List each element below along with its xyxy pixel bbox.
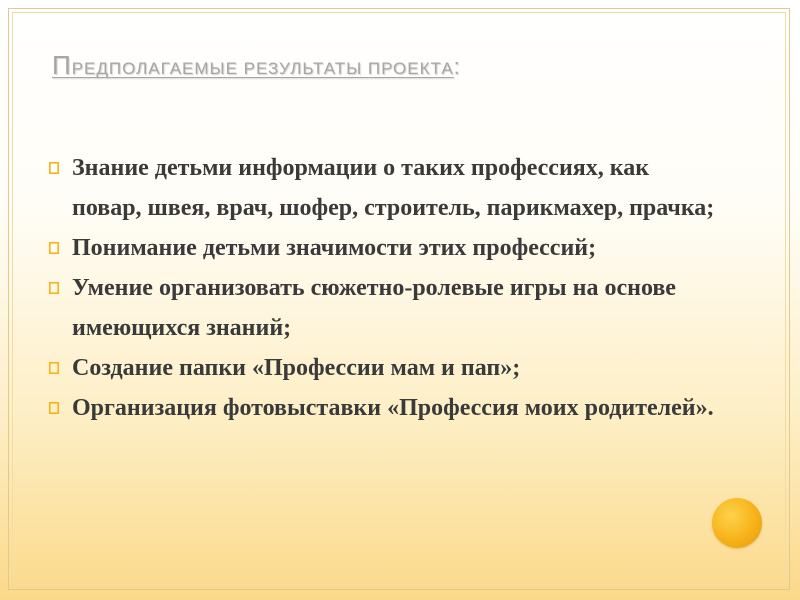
outlined-square-bullet-icon bbox=[44, 268, 64, 308]
bullet-item bbox=[44, 388, 724, 428]
bullet-list bbox=[44, 148, 724, 428]
slide-title-colon: : bbox=[453, 54, 461, 79]
bullet-item bbox=[44, 268, 724, 348]
bullet-text: Организация фотовыставки «Профессия моих родителей». bbox=[72, 395, 714, 421]
outlined-square-bullet-icon bbox=[44, 348, 64, 388]
outlined-square-bullet-icon bbox=[44, 148, 64, 188]
bullet-text: Умение организовать сюжетно-ролевые игры на основе имеющихся знаний; bbox=[72, 275, 676, 341]
decorative-orange-circle bbox=[712, 498, 762, 548]
bullet-text: Знание детьми информации о таких профессиях, как повар, швея, врач, шофер, строитель, парикмахер, прачка; bbox=[72, 155, 715, 221]
bullet-item bbox=[44, 348, 724, 388]
bullet-text: Понимание детьми значимости этих профессий; bbox=[72, 235, 597, 261]
slide-title-rest: РЕДПОЛАГАЕМЫЕ РЕЗУЛЬТАТЫ ПРОЕКТА bbox=[71, 59, 454, 78]
bullet-text: Создание папки «Профессии мам и пап»; bbox=[72, 355, 521, 381]
outlined-square-bullet-icon bbox=[44, 228, 64, 268]
slide-title bbox=[52, 50, 752, 81]
bullet-item bbox=[44, 228, 724, 268]
outlined-square-bullet-icon bbox=[44, 388, 64, 428]
slide-title-first-letter: П bbox=[52, 50, 72, 80]
bullet-item bbox=[44, 148, 724, 228]
slide-title-underlined bbox=[52, 50, 454, 80]
